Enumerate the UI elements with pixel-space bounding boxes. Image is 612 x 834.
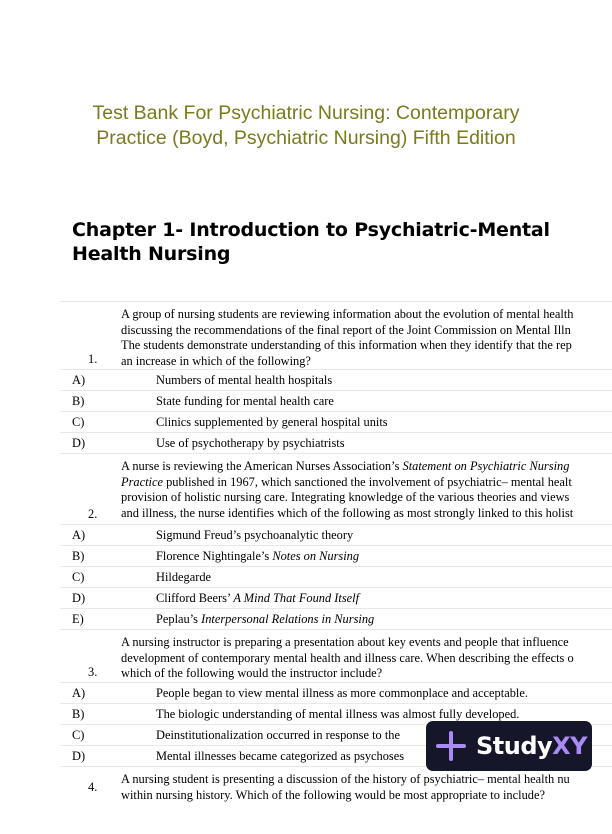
- option-letter: D): [72, 436, 86, 450]
- document-title-line-2: Practice (Boyd, Psychiatric Nursing) Fifth Edition: [96, 127, 516, 149]
- question-line: A nursing instructor is preparing a presentation about key events and people that influence: [121, 635, 569, 649]
- answer-option: [60, 411, 612, 432]
- option-letter: B): [72, 394, 85, 408]
- chapter-heading: [72, 218, 592, 266]
- plus-icon: [432, 727, 470, 765]
- question-line: discussing the recommendations of the final report of the Joint Commission on Mental Illn: [121, 322, 571, 337]
- question-line: an increase in which of the following?: [121, 353, 311, 368]
- question-row-2: [60, 453, 612, 524]
- italic-title: Interpersonal Relations in Nursing: [201, 612, 375, 626]
- option-text: Deinstitutionalization occurred in response to the: [156, 728, 400, 742]
- brand-accent: XY: [552, 732, 588, 760]
- option-text: Use of psychotherapy by psychiatrists: [156, 436, 345, 450]
- question-line: and illness, the nurse identifies which of the following as most strongly linked to this holist: [121, 505, 574, 520]
- option-letter: D): [72, 749, 86, 763]
- chapter-heading-line-2: Health Nursing: [72, 243, 231, 265]
- document-title: [0, 101, 612, 151]
- option-letter: C): [72, 415, 85, 429]
- question-number: 1.: [88, 352, 98, 366]
- option-letter: B): [72, 549, 85, 563]
- question-row-1: [60, 301, 612, 369]
- option-text: Clifford Beers’ A Mind That Found Itself: [156, 591, 360, 605]
- italic-title: Notes on Nursing: [272, 549, 360, 563]
- question-line: Practice published in 1967, which sanctioned the involvement of psychiatric– mental healt: [121, 474, 572, 489]
- question-number: 3.: [88, 665, 98, 679]
- question-line: A nursing student is presenting a discussion of the history of psychiatric– mental health nu: [121, 772, 570, 786]
- studyxy-watermark[interactable]: [426, 721, 592, 771]
- option-text: Hildegarde: [156, 570, 212, 584]
- option-letter: B): [72, 707, 85, 721]
- option-text: People began to view mental illness as more commonplace and acceptable.: [156, 686, 528, 700]
- italic-title: Practice: [121, 474, 163, 489]
- option-text: The biologic understanding of mental illness was almost fully developed.: [156, 707, 520, 721]
- question-number: 4.: [88, 780, 98, 794]
- chapter-heading-line-1: Chapter 1- Introduction to Psychiatric-Mental: [72, 219, 550, 241]
- document-title-line-1: Test Bank For Psychiatric Nursing: Contemporary: [92, 102, 520, 124]
- question-line: The students demonstrate understanding of this information when they identify that the rep: [121, 338, 572, 352]
- option-text: Peplau’s Interpersonal Relations in Nursing: [156, 612, 375, 626]
- answer-option: [60, 390, 612, 411]
- option-text: Mental illnesses became categorized as psychoses: [156, 749, 405, 763]
- question-line: A nurse is reviewing the American Nurses Association’s Statement on Psychiatric Nursing: [121, 459, 570, 473]
- option-letter: A): [72, 686, 86, 700]
- question-text: [121, 635, 574, 682]
- answer-option: [60, 545, 612, 566]
- answer-option: [60, 587, 612, 608]
- option-letter: C): [72, 570, 85, 584]
- question-line: within nursing history. Which of the following would be most appropriate to include?: [121, 787, 545, 802]
- option-text: State funding for mental health care: [156, 394, 334, 408]
- answer-option: [60, 682, 612, 703]
- question-line: which of the following would the instructor include?: [121, 666, 383, 680]
- option-letter: C): [72, 728, 85, 742]
- option-letter: D): [72, 591, 86, 605]
- option-letter: E): [72, 612, 84, 626]
- option-text: Florence Nightingale’s Notes on Nursing: [156, 549, 360, 563]
- answer-option: [60, 432, 612, 453]
- answer-option: [60, 369, 612, 390]
- question-line: development of contemporary mental health and illness care. When describing the effects o: [121, 650, 574, 665]
- italic-title: Statement on Psychiatric Nursing: [402, 459, 570, 473]
- option-text: Sigmund Freud’s psychoanalytic theory: [156, 528, 354, 542]
- answer-option: [60, 524, 612, 545]
- brand-main: Study: [476, 732, 553, 760]
- option-letter: A): [72, 528, 86, 542]
- question-number: 2.: [88, 507, 98, 521]
- option-text: Clinics supplemented by general hospital units: [156, 415, 388, 429]
- question-row-4: [60, 766, 612, 834]
- question-text: [121, 459, 573, 521]
- watermark-brand: [476, 732, 587, 760]
- answer-option: [60, 566, 612, 587]
- question-text: [121, 772, 570, 803]
- answer-option: [60, 608, 612, 629]
- option-letter: A): [72, 373, 86, 387]
- question-row-3: [60, 629, 612, 682]
- italic-title: A Mind That Found Itself: [233, 591, 360, 605]
- option-text: Numbers of mental health hospitals: [156, 373, 333, 387]
- question-line: provision of holistic nursing care. Integrating knowledge of the various theories and views: [121, 490, 570, 504]
- question-line: A group of nursing students are reviewing information about the evolution of mental health: [121, 307, 574, 321]
- question-text: [121, 307, 574, 369]
